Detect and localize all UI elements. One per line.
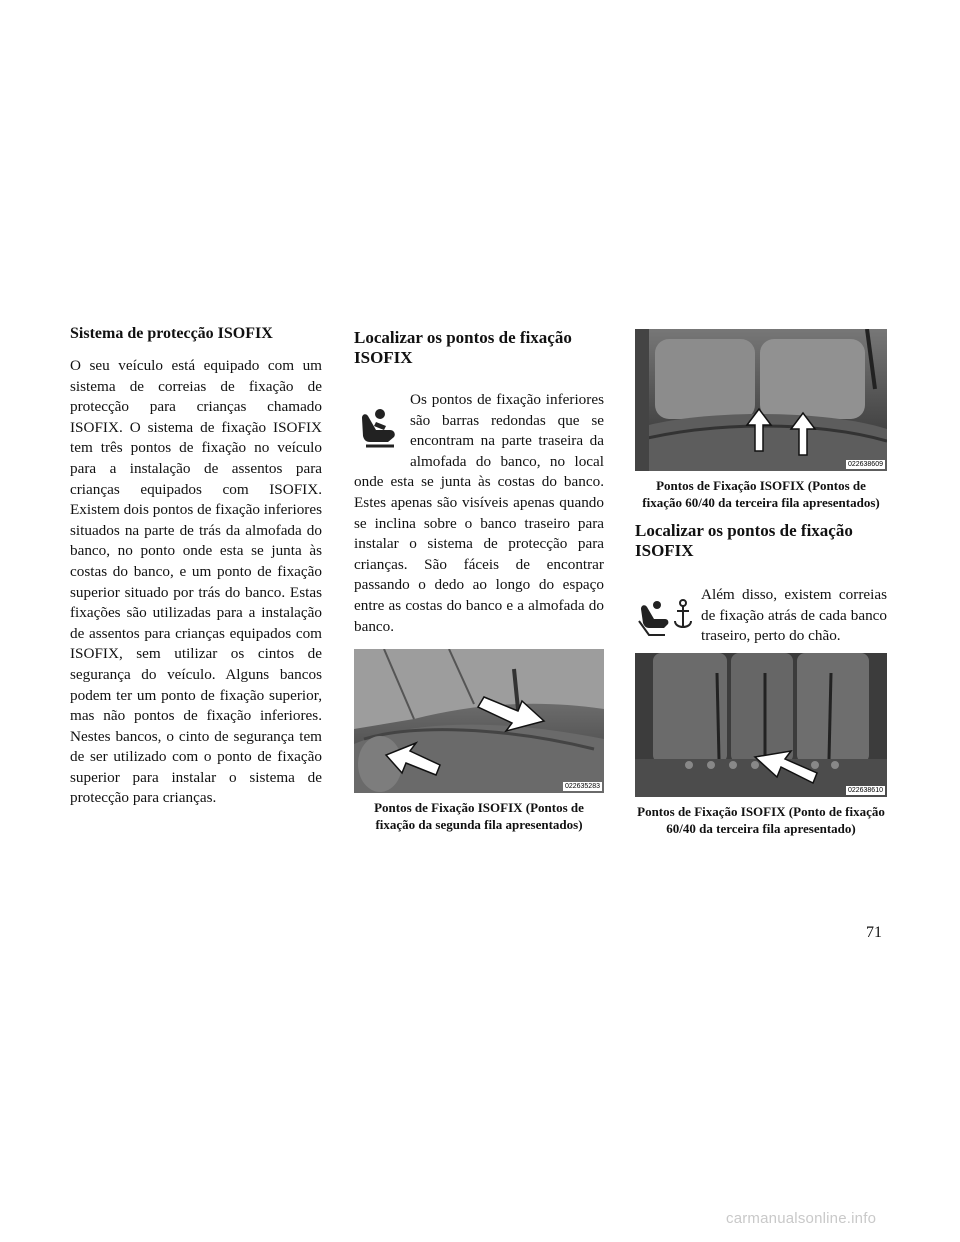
- column-2: [354, 322, 604, 833]
- column-3: [635, 329, 887, 837]
- figure-second-row-anchors: [354, 649, 604, 833]
- page-number: 71: [866, 924, 882, 941]
- watermark: carmanualsonline.info: [726, 1210, 877, 1227]
- third-row-tether-photo: [635, 653, 887, 797]
- section-heading-locate-anchors: Localizar os pontos de fixação ISOFIX: [354, 328, 572, 367]
- section-heading-isofix-system: Sistema de protecção ISOFIX: [70, 325, 273, 342]
- figure-code: 022635283: [564, 783, 600, 791]
- section-heading-locate-anchors-tether: Localizar os pontos de fixação ISOFIX: [635, 521, 853, 560]
- tether-text-block: [635, 585, 887, 647]
- figure-third-row-tether: [635, 653, 887, 837]
- column-1: [70, 322, 322, 809]
- figure-third-row-anchors: [635, 329, 887, 511]
- figure-caption: Pontos de Fixação ISOFIX (Pontos de fixação 60/40 da terceira fila apresentados): [642, 478, 880, 510]
- locate-anchors-paragraph: Os pontos de fixação inferiores são barras redondas que se encontram na parte traseira da almofada do banco, no local onde esta se junta às costas do banco. Estes apenas são visíveis apenas quando se inclina sobre o banco traseiro para instalar o sistema de protecção para crianças. São fáceis de encontrar passando o dedo ao longo do espaço entre as costas do banco e a almofada do banco.: [354, 391, 604, 635]
- figure-caption: Pontos de Fixação ISOFIX (Pontos de fixação da segunda fila apresentados): [374, 800, 584, 833]
- isofix-child-seat-icon: [354, 396, 406, 458]
- figure-caption: Pontos de Fixação ISOFIX (Ponto de fixação 60/40 da terceira fila apresentado): [637, 804, 885, 836]
- second-row-seat-photo: [354, 649, 604, 793]
- tether-anchor-icon: [635, 591, 697, 653]
- figure-code: 022638610: [847, 787, 883, 794]
- third-row-seat-photo: [635, 329, 887, 471]
- locate-anchors-text-block: [354, 390, 604, 637]
- tether-paragraph: Além disso, existem correias de fixação atrás de cada banco traseiro, perto do chão.: [701, 586, 887, 645]
- figure-code: 022638609: [847, 461, 883, 468]
- isofix-system-paragraph: O seu veículo está equipado com um sistema de correias de fixação de protecção para crianças chamado ISOFIX. O sistema de fixação ISOFIX tem três pontos de fixação no veículo para a instalação de assentos para crianças equipados com ISOFIX. Existem dois pontos de fixação inferiores situados na parte de trás da almofada do banco, no ponto onde esta se junta às costas do banco, e um ponto de fixação superior situado por trás do banco. Estas fixações são utilizadas para a instalação de assentos para crianças equipados com ISOFIX, sem utilizar os cintos de segurança do veículo. Alguns bancos podem ter um ponto de fixação superior, mas não pontos de fixação inferiores. Nestes bancos, o cinto de segurança tem de ser utilizado com o ponto de fixação superior para instalar o sistema de protecção para crianças.: [70, 357, 322, 807]
